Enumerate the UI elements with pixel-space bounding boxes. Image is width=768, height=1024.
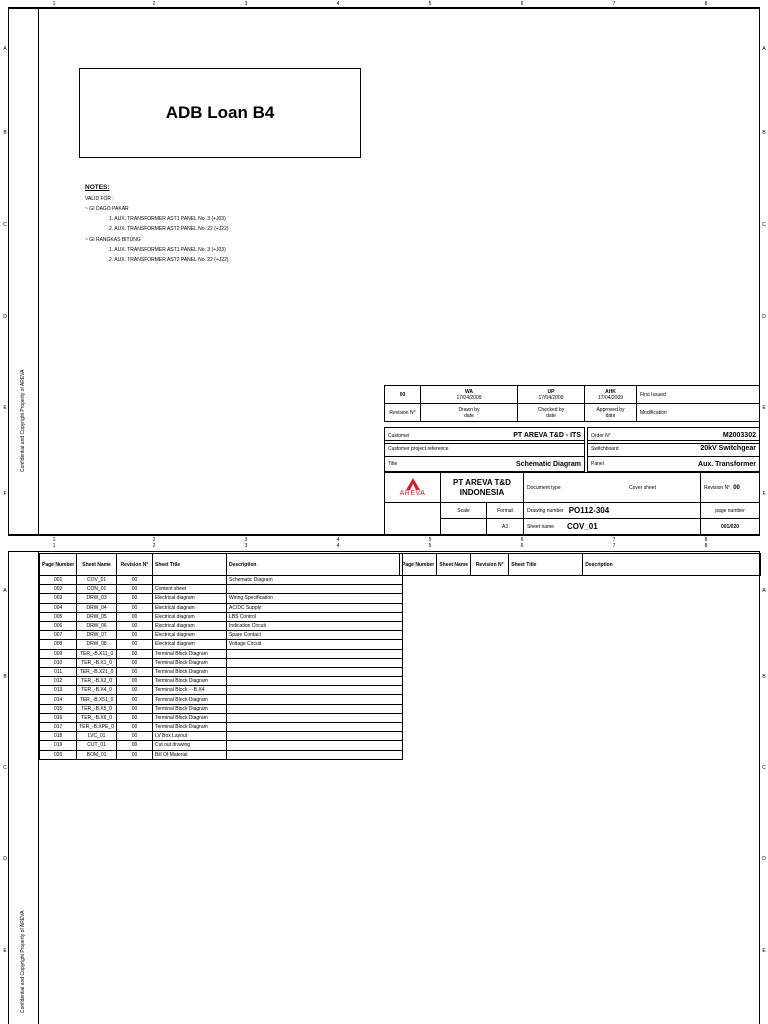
cell-sheet-title: Terminal Block Diagram	[152, 704, 226, 713]
doctype-value: Cover sheet	[585, 472, 701, 503]
notes-line: ~ GI RANGKAS BITUNG	[85, 237, 141, 243]
checked-initials: UP	[547, 388, 555, 395]
doctype-label: Document type	[523, 472, 585, 503]
areva-logo	[384, 472, 441, 503]
notes-line: 2. AUX. TRANSFORMER AST2 PANEL No. 22 (+J22)	[109, 226, 229, 232]
zone-col: 8	[704, 543, 708, 549]
zone-row: E	[3, 405, 7, 411]
cell-sheet-name: DRW_04	[77, 603, 117, 612]
approved-date: 17/04/2009	[597, 394, 624, 401]
cell-page-number: 008	[40, 640, 77, 649]
cell-page-number: 010	[40, 658, 77, 667]
cell-page-number: 006	[40, 621, 77, 630]
notes-line: VALID FOR :	[85, 196, 114, 202]
company-line1: PT AREVA T&D	[453, 477, 511, 487]
cell-description	[226, 750, 402, 759]
sheet-index-table	[39, 553, 403, 760]
notes-line: 2. AUX. TRANSFORMER AST2 PANEL No. 22 (+J22)	[109, 257, 229, 263]
zone-row: B	[762, 130, 766, 136]
order-value: M2003302	[722, 432, 756, 439]
zone-row: C	[3, 765, 7, 771]
cell-description	[226, 585, 402, 594]
table-row	[40, 695, 403, 704]
switchboard-value: 20kV Switchgear	[700, 445, 756, 452]
zone-row: B	[3, 674, 7, 680]
sheet-index-table-left	[39, 553, 403, 760]
cell-revision: 00	[116, 658, 152, 667]
table-row	[40, 667, 403, 676]
zone-row: F	[762, 491, 766, 497]
col-sheet-title: Sheet Title	[509, 554, 583, 576]
zone-col: 8	[704, 537, 708, 543]
customer-project-ref-label: Customer project reference	[384, 440, 585, 457]
areva-logo-icon	[406, 478, 420, 490]
table-row	[40, 723, 403, 732]
panel-label: Panel	[591, 461, 604, 467]
cell-page-number: 003	[40, 594, 77, 603]
cell-sheet-title: Electrical diagram	[152, 603, 226, 612]
zone-row: B	[762, 674, 766, 680]
cell-sheet-name: DRW_06	[77, 621, 117, 630]
cell-revision: 00	[116, 695, 152, 704]
cell-sheet-name: TER_-B.X21_0	[77, 667, 117, 676]
col-page-number: Page Number	[40, 554, 77, 576]
col-page-number: Page Number	[400, 554, 437, 576]
table-row	[40, 640, 403, 649]
drawn-by-label: Drawn by date	[420, 403, 518, 422]
cell-revision: 00	[116, 723, 152, 732]
project-title: ADB Loan B4	[165, 103, 275, 122]
approved-cell	[584, 385, 637, 404]
cell-sheet-name: TER_-B.X11_0	[77, 649, 117, 658]
zone-row: F	[3, 491, 7, 497]
drawn-initials: WA	[464, 388, 474, 395]
zone-row: A	[762, 588, 766, 594]
cell-revision: 00	[116, 585, 152, 594]
zone-row: E	[3, 948, 7, 954]
cell-description	[226, 732, 402, 741]
sheet-index-table	[399, 553, 761, 576]
zone-row: B	[3, 130, 7, 136]
cell-sheet-name: DRW_08	[77, 640, 117, 649]
col-sheet-title: Sheet Title	[152, 554, 226, 576]
col-description: Description	[226, 554, 402, 576]
cell-page-number: 019	[40, 741, 77, 750]
top-zone-columns	[8, 0, 760, 8]
table-row	[40, 649, 403, 658]
col-sheet-name: Sheet Name	[77, 554, 117, 576]
confidential-note: Confidential and Copyright Property of AREVA	[20, 910, 26, 1013]
zone-col: 4	[336, 543, 340, 549]
rev-value: 00	[384, 385, 421, 404]
cell-sheet-title: Electrical diagram	[152, 621, 226, 630]
cell-revision: 00	[116, 594, 152, 603]
cell-sheet-title: Terminal Block Diagram	[152, 723, 226, 732]
cell-description: Indication Circuit	[226, 621, 402, 630]
cell-sheet-name: TER_-B.X4_0	[77, 686, 117, 695]
zone-row: A	[3, 46, 7, 52]
zone-row: C	[3, 222, 7, 228]
cell-revision: 00	[116, 667, 152, 676]
zone-col: 2	[152, 537, 156, 543]
cell-page-number: 005	[40, 612, 77, 621]
table-row	[40, 612, 403, 621]
table-row	[40, 658, 403, 667]
drawing-number-value: PO112-304	[568, 506, 610, 515]
title-row	[384, 456, 585, 472]
cell-sheet-title: Content sheet	[152, 585, 226, 594]
cell-page-number: 011	[40, 667, 77, 676]
cell-sheet-title: Terminal Block Diagram	[152, 713, 226, 722]
cell-page-number: 009	[40, 649, 77, 658]
cell-sheet-title: Terminal Block Diagram	[152, 649, 226, 658]
cell-sheet-name: COV_01	[77, 576, 117, 585]
cell-sheet-title: Terminal Block Diagram	[152, 677, 226, 686]
col-sheet-name: Sheet Name	[437, 554, 471, 576]
bottom-sheet	[0, 543, 768, 1024]
cell-sheet-title: LV Box Layout	[152, 732, 226, 741]
zone-col: 7	[612, 1, 616, 7]
zone-col: 6	[520, 543, 524, 549]
cell-sheet-name: TER_-B.XPE_0	[77, 723, 117, 732]
cell-sheet-title: Electrical diagram	[152, 631, 226, 640]
cell-sheet-title: Electrical diagram	[152, 594, 226, 603]
cell-page-number: 015	[40, 704, 77, 713]
table-row	[40, 585, 403, 594]
first-issued: First Issued	[636, 385, 760, 404]
zone-row: D	[762, 856, 766, 862]
drawn-date: 17/04/2009	[456, 394, 482, 401]
cell-sheet-name: BOM_01	[77, 750, 117, 759]
cell-sheet-title: Terminal Block - -B.X4	[152, 686, 226, 695]
cell-page-number: 013	[40, 686, 77, 695]
modification-label: Modification	[636, 403, 760, 422]
cell-revision: 00	[116, 621, 152, 630]
cell-description: AC/DC Supply	[226, 603, 402, 612]
cell-sheet-title: Terminal Block Diagram	[152, 695, 226, 704]
notes-line: ~ GI DAGO PAKAR	[85, 206, 129, 212]
drawing-number-label: Drawing number	[527, 507, 564, 514]
cell-page-number: 017	[40, 723, 77, 732]
cell-description	[226, 667, 402, 676]
table-row	[40, 594, 403, 603]
cell-sheet-title: Terminal Block Diagram	[152, 667, 226, 676]
zone-row: D	[762, 314, 766, 320]
cell-description	[226, 723, 402, 732]
cell-revision: 00	[116, 640, 152, 649]
title-value: Schematic Diagram	[516, 460, 581, 468]
revision-label: Revision N°	[384, 403, 421, 422]
bottom-zone-columns	[8, 543, 760, 551]
blank-cell	[384, 502, 441, 535]
cell-description	[226, 713, 402, 722]
cell-sheet-title: Cut out drawing	[152, 741, 226, 750]
drawn-cell	[420, 385, 518, 404]
table-row	[40, 621, 403, 630]
revision-no-cell	[700, 472, 760, 503]
cell-sheet-name: CON_01	[77, 585, 117, 594]
zone-col: 3	[244, 1, 248, 7]
cell-page-number: 002	[40, 585, 77, 594]
cell-revision: 00	[116, 612, 152, 621]
scale-label: Scale	[440, 502, 487, 519]
cell-sheet-title: Electrical diagram	[152, 612, 226, 621]
cell-page-number: 020	[40, 750, 77, 759]
page-number-value: 001/020	[700, 518, 760, 535]
zone-col: 4	[336, 1, 340, 7]
cell-page-number: 001	[40, 576, 77, 585]
zone-col: 4	[336, 537, 340, 543]
cell-description: LBS Control	[226, 612, 402, 621]
panel-row	[587, 456, 760, 472]
col-revision: Revision N°	[471, 554, 509, 576]
cell-sheet-name: CUT_01	[77, 741, 117, 750]
table-row	[40, 603, 403, 612]
cell-revision: 00	[116, 603, 152, 612]
table-header-row	[400, 554, 761, 576]
cell-description: Schematic Diagram	[226, 576, 402, 585]
zone-col: 6	[520, 1, 524, 7]
cell-description: Spare Contact	[226, 631, 402, 640]
table-row	[40, 686, 403, 695]
switchboard-row	[587, 440, 760, 457]
cell-page-number: 016	[40, 713, 77, 722]
project-title-box	[79, 68, 361, 158]
col-revision: Revision N°	[116, 554, 152, 576]
cell-description	[226, 695, 402, 704]
zone-col: 7	[612, 537, 616, 543]
customer-label: Customer	[388, 432, 410, 439]
cell-description	[226, 658, 402, 667]
customer-value: PT AREVA T&D - ITS	[513, 432, 581, 439]
zone-row: C	[762, 222, 766, 228]
zone-row: E	[762, 405, 766, 411]
approved-by-label: Approved by date	[584, 403, 637, 422]
zone-col: 3	[244, 537, 248, 543]
zone-row: D	[3, 314, 7, 320]
logo-text: AREVA	[399, 490, 426, 497]
scale-value	[440, 518, 487, 535]
zone-col: 5	[428, 543, 432, 549]
table-row	[40, 677, 403, 686]
company-line2: INDONESIA	[459, 487, 505, 497]
zone-col: 1	[52, 543, 56, 549]
zone-row: A	[762, 46, 766, 52]
zone-col: 8	[704, 1, 708, 7]
table-row	[40, 741, 403, 750]
table-row	[40, 704, 403, 713]
table-row	[40, 713, 403, 722]
revision-no-label: Revision N°	[704, 484, 731, 491]
table-row	[40, 732, 403, 741]
cell-description	[226, 677, 402, 686]
cell-sheet-name: DRW_07	[77, 631, 117, 640]
format-label: Format	[486, 502, 524, 519]
zone-col: 6	[520, 537, 524, 543]
cell-description	[226, 741, 402, 750]
zone-row: C	[762, 765, 766, 771]
zone-col: 1	[52, 537, 56, 543]
cell-description	[226, 704, 402, 713]
confidential-note: Confidential and Copyright Property of AREVA	[20, 369, 26, 472]
cell-revision: 00	[116, 741, 152, 750]
cell-sheet-name: DRW_03	[77, 594, 117, 603]
page-number-label: page number	[700, 502, 760, 519]
cell-description	[226, 686, 402, 695]
company-name	[440, 472, 524, 503]
zone-col: 5	[428, 1, 432, 7]
cell-revision: 00	[116, 677, 152, 686]
cell-description: Wiring Specification	[226, 594, 402, 603]
drawing-number-row	[523, 502, 701, 519]
cell-page-number: 004	[40, 603, 77, 612]
cell-revision: 00	[116, 750, 152, 759]
zone-row: D	[3, 856, 7, 862]
cell-revision: 00	[116, 649, 152, 658]
checked-by-label: Checked by date	[517, 403, 585, 422]
cell-revision: 00	[116, 576, 152, 585]
cell-sheet-name: TER_-B.X51_0	[77, 695, 117, 704]
format-value: A3	[486, 518, 524, 535]
cell-sheet-name: TER_-B.X1_0	[77, 658, 117, 667]
notes-line: 1. AUX. TRANSFORMER AST1 PANEL No. 3 (+J03)	[109, 216, 226, 222]
table-row	[40, 750, 403, 759]
sheet-name-label: Sheet name	[527, 523, 554, 530]
cell-sheet-title: Terminal Block Diagram	[152, 658, 226, 667]
cell-description	[226, 649, 402, 658]
cell-page-number: 007	[40, 631, 77, 640]
cell-page-number: 018	[40, 732, 77, 741]
table-row	[40, 576, 403, 585]
table-header-row	[40, 554, 403, 576]
zone-row: E	[762, 948, 766, 954]
cell-revision: 00	[116, 704, 152, 713]
notes-heading: NOTES:	[85, 184, 110, 191]
cell-revision: 00	[116, 686, 152, 695]
sheet-name-row	[523, 518, 701, 535]
revision-no-value: 00	[733, 484, 740, 491]
top-zone-columns-bottom	[8, 535, 760, 543]
zone-col: 7	[612, 543, 616, 549]
notes-block	[85, 184, 385, 267]
cell-description: Voltage Circuit	[226, 640, 402, 649]
zone-row: A	[3, 588, 7, 594]
zone-col: 3	[244, 543, 248, 549]
zone-col: 2	[152, 543, 156, 549]
cell-sheet-title: Bill Of Material	[152, 750, 226, 759]
table-row	[40, 631, 403, 640]
order-label: Order N°	[591, 432, 611, 439]
cell-sheet-title	[152, 576, 226, 585]
checked-cell	[517, 385, 585, 404]
cell-revision: 00	[116, 713, 152, 722]
cell-revision: 00	[116, 631, 152, 640]
cell-page-number: 014	[40, 695, 77, 704]
cell-sheet-title: Electrical diagram	[152, 640, 226, 649]
notes-line: 1. AUX. TRANSFORMER AST1 PANEL No. 3 (+J03)	[109, 247, 226, 253]
left-margin-line	[38, 8, 39, 535]
cell-sheet-name: TER_-B.X6_0	[77, 713, 117, 722]
switchboard-label: Switchboard	[591, 445, 619, 452]
title-block	[384, 385, 760, 535]
cell-sheet-name: LVC_01	[77, 732, 117, 741]
cell-page-number: 012	[40, 677, 77, 686]
zone-col: 1	[52, 1, 56, 7]
approved-initials: AHK	[605, 388, 616, 395]
col-description: Description	[583, 554, 761, 576]
cell-sheet-name: DRW_05	[77, 612, 117, 621]
cell-revision: 00	[116, 732, 152, 741]
sheet-index-table-right	[399, 553, 761, 576]
title-label: Title	[388, 461, 398, 467]
zone-col: 5	[428, 537, 432, 543]
sheet-name-value: COV_01	[566, 522, 598, 531]
zone-col: 2	[152, 1, 156, 7]
cell-sheet-name: TER_-B.X2_0	[77, 677, 117, 686]
checked-date: 17/04/2009	[538, 394, 564, 401]
panel-value: Aux. Transformer	[698, 460, 756, 468]
cell-sheet-name: TER_-B.X5_0	[77, 704, 117, 713]
